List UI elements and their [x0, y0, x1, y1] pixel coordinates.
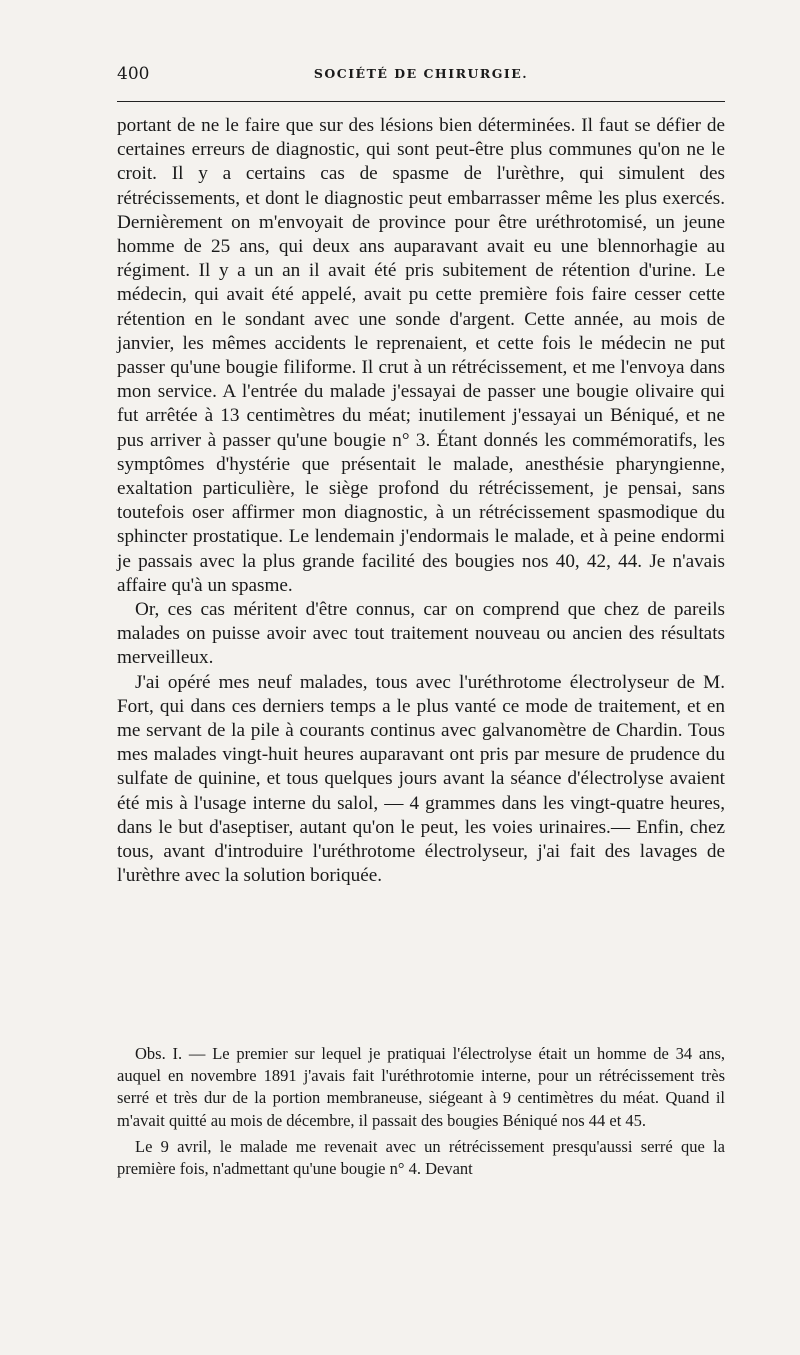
- paragraph: Or, ces cas méritent d'être connus, car on comprend que chez de pareils malades on puisse avoir avec tout traitement nouveau ou ancien des résultats merveilleux.: [117, 599, 725, 669]
- observation-paragraph: Obs. I. — Le premier sur lequel je pratiquai l'électrolyse était un homme de 34 ans, auquel en novembre 1891 j'avais fait l'uréthrotomie interne, pour un rétrécissement très serré et très dur de la portion membraneuse, siégeant à 9 centimètres du méat. Quand il m'avait quitté au mois de décembre, il passait des bougies Béniqué nos 44 et 45.: [117, 1044, 725, 1130]
- header-rule: [117, 101, 725, 102]
- running-title: SOCIÉTÉ DE CHIRURGIE.: [313, 66, 529, 81]
- main-text: [117, 114, 725, 889]
- page-header: [117, 64, 725, 88]
- paragraph: portant de ne le faire que sur des lésions bien déterminées. Il faut se défier de certaines erreurs de diagnostic, qui sont peut-être plus communes qu'on ne le croit. Il y a certains cas de spasme de l'urèthre, qui simulent des rétrécissements, et dont le diagnostic peut embarrasser même les plus exercés. Dernièrement on m'envoyait de province pour être uréthrotomisé, un jeune homme de 25 ans, qui deux ans auparavant avait eu une blennorhagie au régiment. Il y a un an il avait été pris subitement de rétention d'urine. Le médecin, qui avait été appelé, avait pu cette première fois faire cesser cette rétention en le sondant avec une sonde d'argent. Cette année, au mois de janvier, les mêmes accidents le reprenaient, et cette fois le médecin ne put passer qu'une bougie filiforme. Il crut à un rétrécissement, et me l'envoya dans mon service. A l'entrée du malade j'essayai de passer une bougie olivaire qui fut arrêtée à 13 centimètres du méat; inutilement j'essayai un Béniqué, et ne pus arriver à passer qu'une bougie n° 3. Étant donnés les commémoratifs, les symptômes d'hystérie que présentait le malade, anesthésie pharyngienne, exaltation particulière, le siège profond du rétrécissement, je pensai, sans toutefois oser affirmer mon diagnostic, à un rétrécissement spasmodique du sphincter prostatique. Le lendemain j'endormais le malade, et à peine endormi je passais avec la plus grande facilité des bougies nos 40, 42, 44. Je n'avais affaire qu'à un spasme.: [117, 115, 725, 596]
- page-number: 400: [117, 64, 150, 84]
- observation-section: [117, 1043, 725, 1184]
- paragraph: J'ai opéré mes neuf malades, tous avec l'uréthrotome électrolyseur de M. Fort, qui dans ces derniers temps a le plus vanté ce mode de traitement, et en me servant de la pile à courants continus avec galvanomètre de Chardin. Tous mes malades vingt-huit heures auparavant ont pris par mesure de prudence du sulfate de quinine, et tous quelques jours avant la séance d'électrolyse avaient été mis à l'usage interne du salol, — 4 grammes dans les vingt-quatre heures, dans le but d'aseptiser, autant qu'on le peut, les voies urinaires.— Enfin, chez tous, avant d'introduire l'uréthrotome électrolyseur, j'ai fait des lavages de l'urèthre avec la solution boriquée.: [117, 671, 725, 887]
- observation-paragraph: Le 9 avril, le malade me revenait avec un rétrécissement presqu'aussi serré que la première fois, n'admettant qu'une bougie n° 4. Devant: [117, 1136, 725, 1179]
